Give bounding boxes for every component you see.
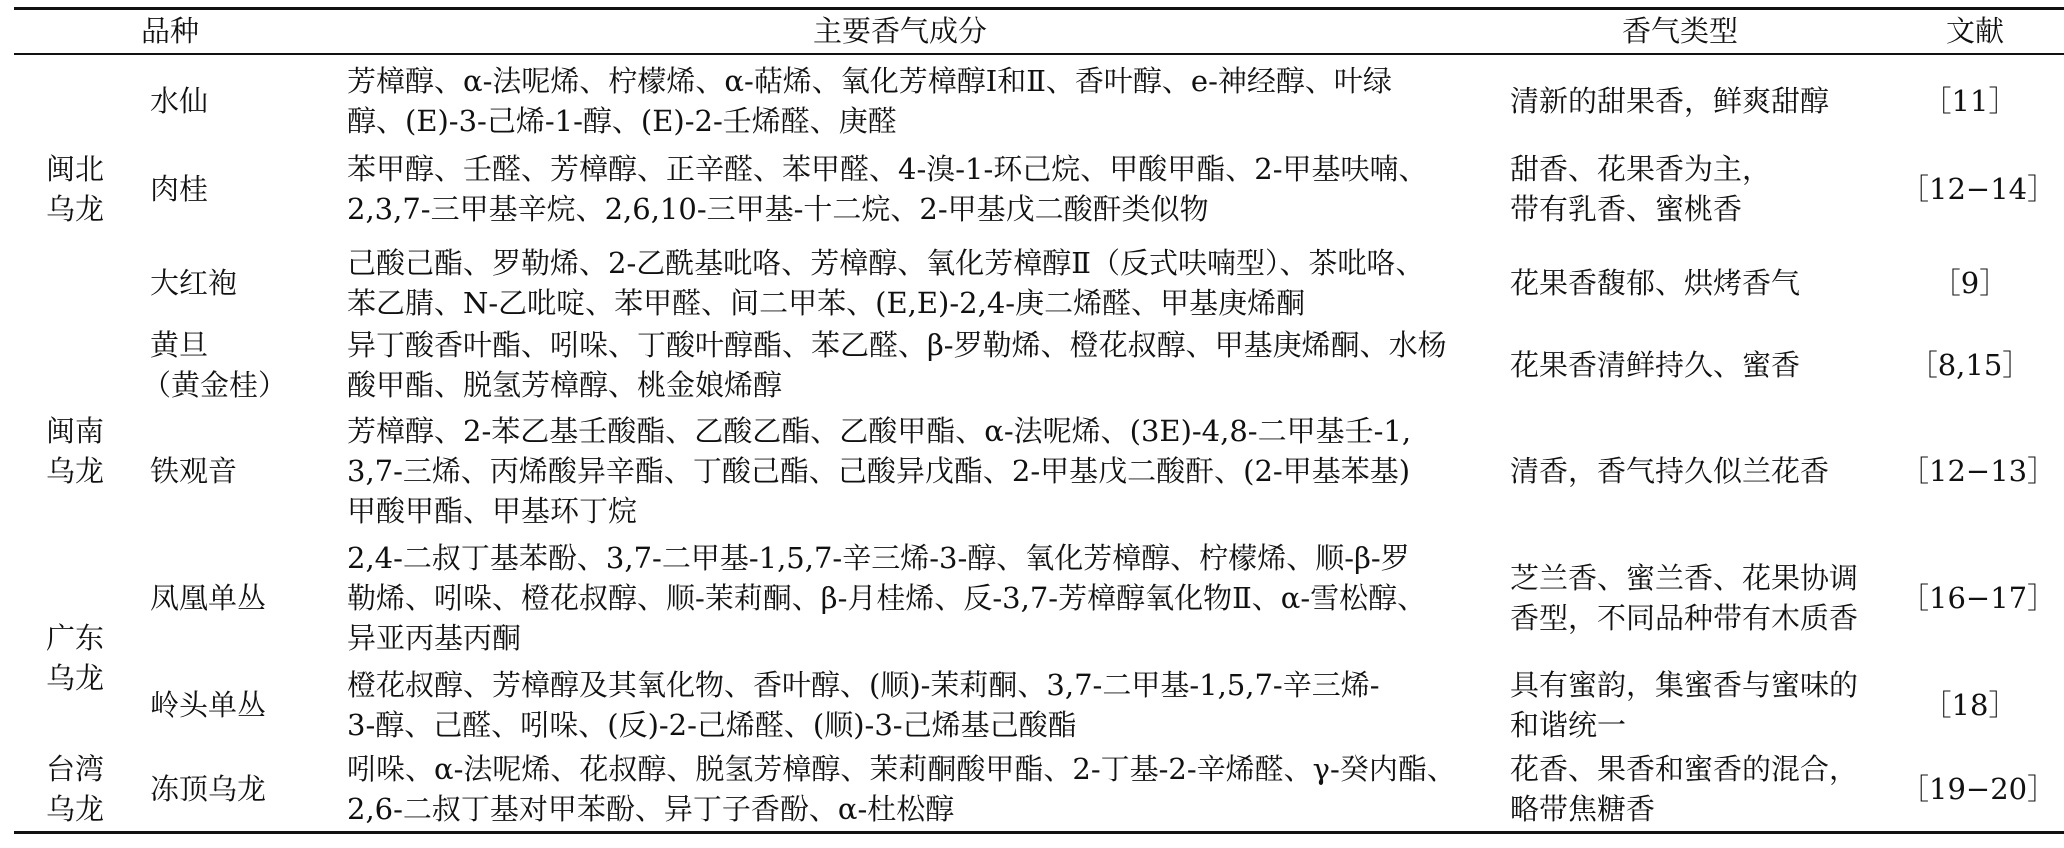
aroma-components: 3,7-三烯、丙烯酸异辛酯、丁酸己酯、己酸异戊酯、2-甲基戊二酸酐、(2-甲基苯基) xyxy=(347,454,1411,488)
aroma-type: 花果香馥郁、烘烤香气 xyxy=(1510,266,1801,300)
aroma-components: 异亚丙基丙酮 xyxy=(347,621,522,655)
reference-cite: ［8,15］ xyxy=(1908,348,2032,382)
variety-name: 铁观音 xyxy=(150,454,238,488)
top-rule xyxy=(14,7,2064,10)
variety-name: 水仙 xyxy=(150,84,209,118)
region-label: 乌龙 xyxy=(45,792,104,826)
aroma-components: 己酸己酯、罗勒烯、2-乙酰基吡咯、芳樟醇、氧化芳樟醇Ⅱ（反式呋喃型）、茶吡咯、 xyxy=(347,246,1425,280)
aroma-components: 醇、(E)-3-己烯-1-醇、(E)-2-壬烯醛、庚醛 xyxy=(347,104,897,138)
reference-cite: ［16−17］ xyxy=(1900,581,2057,615)
aroma-components: 芳樟醇、α-法呢烯、柠檬烯、α-萜烯、氧化芳樟醇Ⅰ和Ⅱ、香叶醇、e-神经醇、叶绿 xyxy=(347,64,1392,98)
aroma-type: 带有乳香、蜜桃香 xyxy=(1510,192,1743,226)
bottom-rule xyxy=(14,831,2064,834)
header-rule xyxy=(14,53,2064,55)
variety-name: 岭头单丛 xyxy=(150,688,267,722)
variety-name: 凤凰单丛 xyxy=(150,581,267,615)
aroma-components: 苯乙腈、N-乙吡啶、苯甲醛、间二甲苯、(E,E)-2,4-庚二烯醛、甲基庚烯酮 xyxy=(347,286,1306,320)
region-label: 闽北 xyxy=(45,152,104,186)
aroma-type: 香型，不同品种带有木质香 xyxy=(1510,601,1859,635)
reference-cite: ［18］ xyxy=(1922,688,2018,722)
aroma-type: 具有蜜韵，集蜜香与蜜味的 xyxy=(1510,668,1859,702)
reference-cite: ［12−14］ xyxy=(1900,172,2057,206)
reference-cite: ［9］ xyxy=(1931,266,2009,300)
region-label: 乌龙 xyxy=(45,192,104,226)
aroma-type: 花香、果香和蜜香的混合， xyxy=(1510,752,1859,786)
aroma-components: 芳樟醇、2-苯乙基壬酸酯、乙酸乙酯、乙酸甲酯、α-法呢烯、(3E)-4,8-二甲基壬-1, xyxy=(347,414,1412,448)
variety-name: 大红袍 xyxy=(150,266,238,300)
variety-name: 黄旦 xyxy=(150,328,209,362)
reference-cite: ［12−13］ xyxy=(1900,454,2057,488)
region-label: 闽南 xyxy=(45,414,104,448)
header-reference: 文献 xyxy=(1945,14,2004,48)
aroma-components: 2,4-二叔丁基苯酚、3,7-二甲基-1,5,7-辛三烯-3-醇、氧化芳樟醇、柠檬烯、顺-β-罗 xyxy=(347,541,1410,575)
aroma-components: 吲哚、α-法呢烯、花叔醇、脱氢芳樟醇、茉莉酮酸甲酯、2-丁基-2-辛烯醛、γ-癸内酯、 xyxy=(347,752,1456,786)
region-label: 台湾 xyxy=(45,752,104,786)
region-label: 广东 xyxy=(45,621,104,655)
reference-cite: ［19−20］ xyxy=(1900,772,2057,806)
region-label: 乌龙 xyxy=(45,454,104,488)
aroma-type: 甜香、花果香为主， xyxy=(1510,152,1772,186)
aroma-type: 略带焦糖香 xyxy=(1510,792,1656,826)
aroma-components: 酸甲酯、脱氢芳樟醇、桃金娘烯醇 xyxy=(347,368,783,402)
aroma-components: 3-醇、己醛、吲哚、(反)-2-己烯醛、(顺)-3-己烯基己酸酯 xyxy=(347,708,1077,742)
aroma-components: 甲酸甲酯、甲基环丁烷 xyxy=(347,494,638,528)
aroma-components: 异丁酸香叶酯、吲哚、丁酸叶醇酯、苯乙醛、β-罗勒烯、橙花叔醇、甲基庚烯酮、水杨 xyxy=(347,328,1447,362)
region-label: 乌龙 xyxy=(45,661,104,695)
variety-name: 肉桂 xyxy=(150,172,209,206)
header-aroma-type: 香气类型 xyxy=(1621,14,1738,48)
aroma-components: 2,3,7-三甲基辛烷、2,6,10-三甲基-十二烷、2-甲基戊二酸酐类似物 xyxy=(347,192,1209,226)
aroma-type: 花果香清鲜持久、蜜香 xyxy=(1510,348,1801,382)
aroma-components: 苯甲醇、壬醛、芳樟醇、正辛醛、苯甲醛、4-溴-1-环己烷、甲酸甲酯、2-甲基呋喃、 xyxy=(347,152,1428,186)
aroma-type: 清新的甜果香，鲜爽甜醇 xyxy=(1510,84,1830,118)
variety-name: （黄金桂） xyxy=(142,368,288,402)
aroma-components: 橙花叔醇、芳樟醇及其氧化物、香叶醇、(顺)-茉莉酮、3,7-二甲基-1,5,7-辛三烯- xyxy=(347,668,1380,702)
reference-cite: ［11］ xyxy=(1922,84,2018,118)
aroma-type: 清香，香气持久似兰花香 xyxy=(1510,454,1830,488)
header-components: 主要香气成分 xyxy=(812,14,987,48)
header-variety: 品种 xyxy=(140,14,199,48)
aroma-type: 和谐统一 xyxy=(1510,708,1627,742)
aroma-components: 勒烯、吲哚、橙花叔醇、顺-茉莉酮、β-月桂烯、反-3,7-芳樟醇氧化物Ⅱ、α-雪松醇、 xyxy=(347,581,1427,615)
aroma-components: 2,6-二叔丁基对甲苯酚、异丁子香酚、α-杜松醇 xyxy=(347,792,955,826)
variety-name: 冻顶乌龙 xyxy=(150,772,267,806)
aroma-type: 芝兰香、蜜兰香、花果协调 xyxy=(1510,561,1859,595)
